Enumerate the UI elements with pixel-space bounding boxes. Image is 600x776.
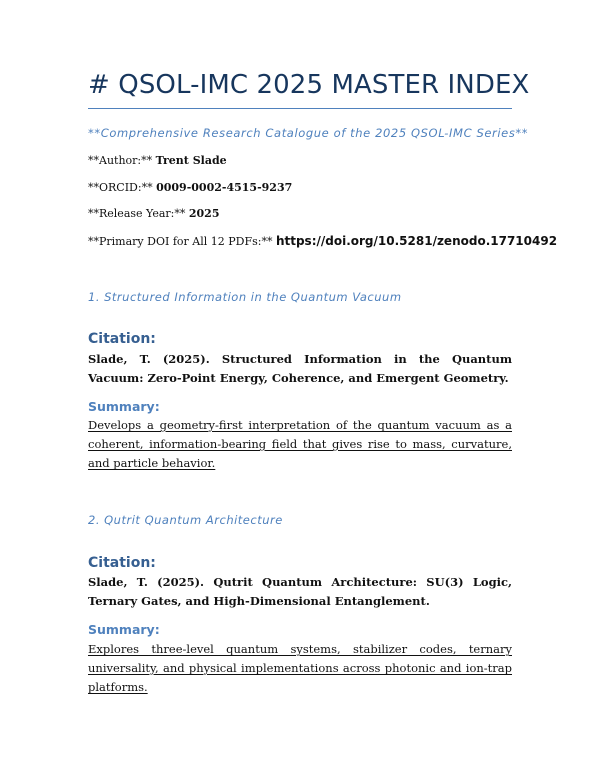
title-underline-rule <box>88 108 512 109</box>
citation-label-1: Citation: <box>88 331 156 347</box>
orcid-line <box>88 181 292 194</box>
orcid-value: 0009-0002-4515-9237 <box>156 181 293 194</box>
release-year-label: **Release Year:** <box>88 207 186 220</box>
summary-label-2: Summary: <box>88 622 160 637</box>
document-subtitle: **Comprehensive Research Catalogue of the 2025 QSOL-IMC Series** <box>88 126 529 140</box>
doi-label: **Primary DOI for All 12 PDFs:** <box>88 235 273 248</box>
doi-link[interactable]: https://doi.org/10.5281/zenodo.17710492 <box>275 234 558 248</box>
release-year-value: 2025 <box>188 207 220 220</box>
section-heading-2: 2. Qutrit Quantum Architecture <box>88 513 283 527</box>
release-year-line <box>88 207 220 220</box>
citation-text-2: Slade, T. (2025). Qutrit Quantum Architecture: SU(3) Logic, Ternary Gates, and High-Dimensional Entanglement. <box>88 575 512 608</box>
summary-label-1: Summary: <box>88 399 160 414</box>
citation-text-1: Slade, T. (2025). Structured Information in the Quantum Vacuum: Zero-Point Energy, Coherence, and Emergent Geometry. <box>88 352 512 385</box>
author-line <box>88 154 227 167</box>
author-label: **Author:** <box>88 154 153 167</box>
section-heading-1: 1. Structured Information in the Quantum Vacuum <box>88 290 402 304</box>
orcid-label: **ORCID:** <box>88 181 153 194</box>
author-value: Trent Slade <box>155 154 227 167</box>
summary-text-1: Develops a geometry-first interpretation of the quantum vacuum as a coherent, information-bearing field that gives rise to mass, curvature, and particle behavior. <box>88 418 512 470</box>
citation-label-2: Citation: <box>88 555 156 571</box>
doi-line <box>88 234 557 248</box>
summary-text-2: Explores three-level quantum systems, stabilizer codes, ternary universality, and physical implementations across photonic and ion-trap platforms. <box>88 642 512 694</box>
document-title: # QSOL-IMC 2025 MASTER INDEX <box>88 70 530 100</box>
